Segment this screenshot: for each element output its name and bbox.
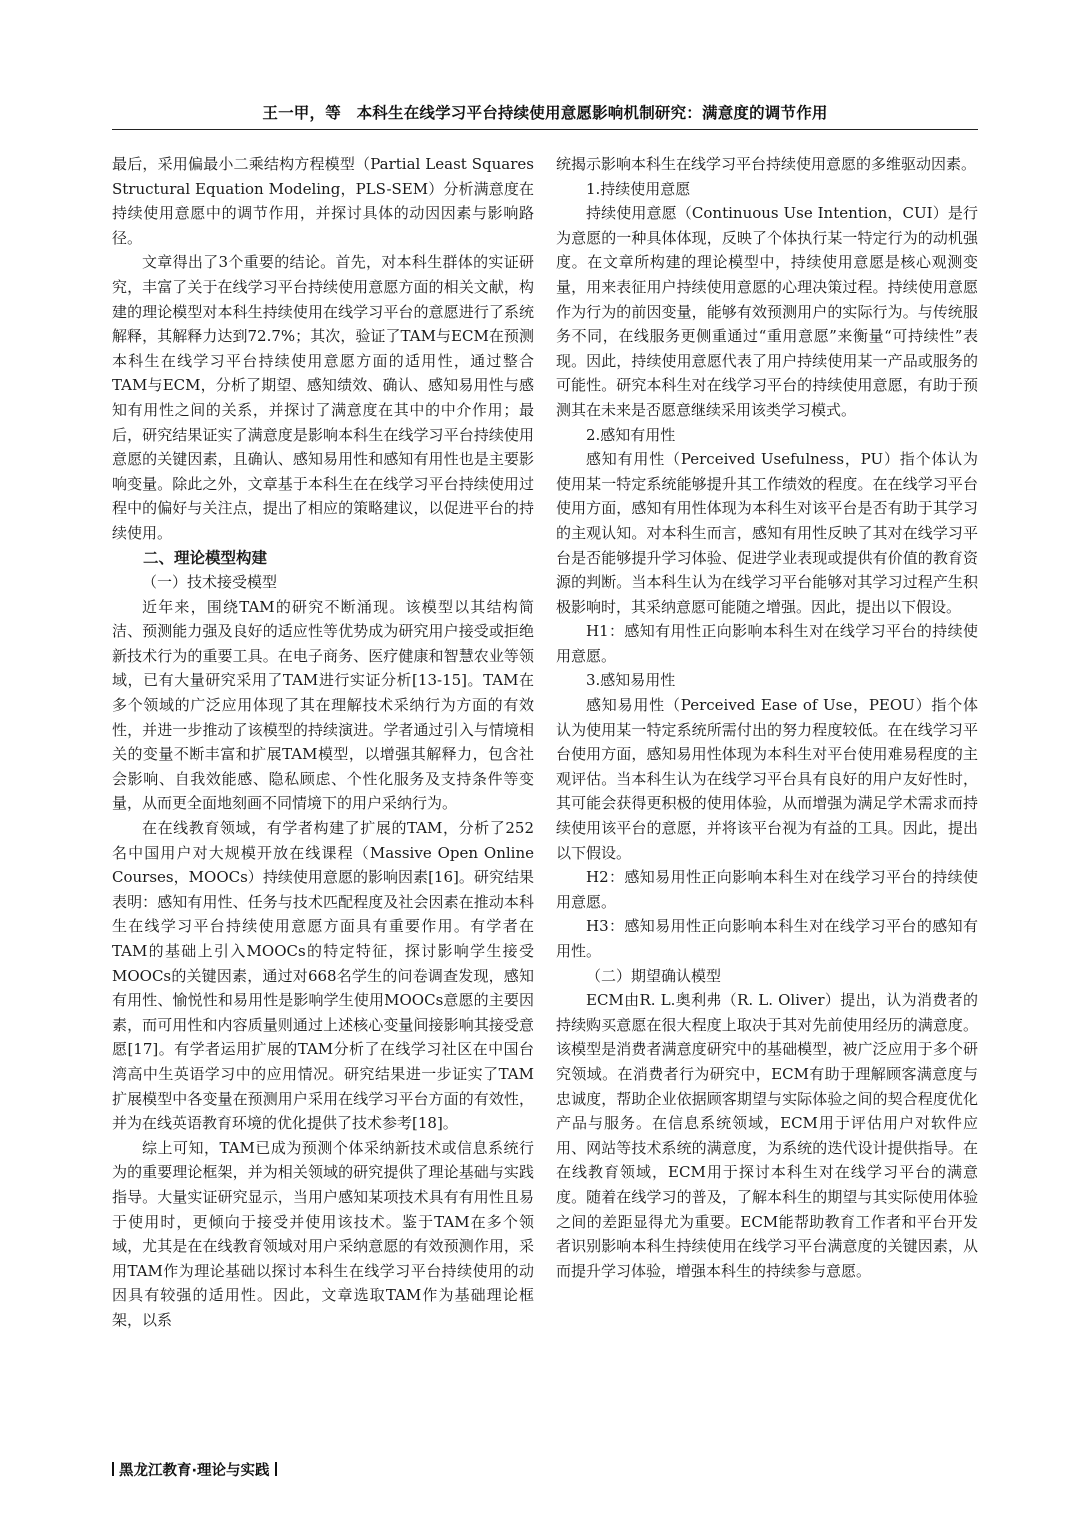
section-title: 二、理论模型构建 <box>143 548 268 567</box>
hypothesis-h2: H2：感知易用性正向影响本科生对在线学习平台的持续使用意愿。 <box>556 868 978 911</box>
left-paragraph-3: 近年来，围绕TAM的研究不断涌现。该模型以其结构简洁、预测能力强及良好的适应性等优势成为研究用户接受或拒绝新技术行为的重要工具。在电子商务、医疗健康和智慧农业等领域，已有大量研究采用了TAM进行实证分析[13-15]。TAM在多个领域的广泛应用体现了其在理解技术采纳行为方面的有效性，并进一步推动了该模型的持续演进。学者通过引入与情境相关的变量不断丰富和扩展TAM模型，以增强其解释力，包含社会影响、自我效能感、隐私顾虑、个性化服务及支持条件等变量，从而更全面地刻画不同情境下的用户采纳行为。 <box>112 597 534 813</box>
right-paragraph-4: 感知易用性（Perceived Ease of Use，PEOU）指个体认为使用某一特定系统所需付出的努力程度较低。在在线学习平台使用方面，感知易用性体现为本科生对平台使用难易程度的主观评估。当本科生认为在线学习平台具有良好的用户友好性时，其可能会获得更积极的使用体验，从而增强为满足学术需求而持续使用该平台的意愿，并将该平台视为有益的工具。因此，提出以下假设。 <box>556 696 978 862</box>
journal-name: 黑龙江教育·理论与实践 <box>119 1463 270 1479</box>
hypothesis-h1: H1：感知有用性正向影响本科生对在线学习平台的持续使用意愿。 <box>556 622 978 665</box>
right-paragraph-1: 统揭示影响本科生在线学习平台持续使用意愿的多维驱动因素。 <box>556 155 977 173</box>
right-column <box>556 152 978 1283</box>
right-paragraph-2: 持续使用意愿（Continuous Use Intention，CUI）是行为意愿的一种具体体现，反映了个体执行某一特定行为的动机强度。在文章所构建的理论模型中，持续使用意愿是核心观测变量，用来表征用户持续使用意愿的心理决策过程。持续使用意愿作为行为的前因变量，能够有效预测用户的实际行为。与传统服务不同，在线服务更侧重通过“重用意愿”来衡量“可持续性”表现。因此，持续使用意愿代表了用户持续使用某一产品或服务的可能性。研究本科生对在线学习平台的持续使用意愿，有助于预测其在未来是否愿意继续采用该类学习模式。 <box>556 204 978 419</box>
left-paragraph-2: 文章得出了3个重要的结论。首先，对本科生群体的实证研究，丰富了关于在线学习平台持续使用意愿方面的相关文献，构建的理论模型对本科生持续使用在线学习平台的意愿进行了系统解释，其解释力达到72.7%；其次，验证了TAM与ECM在预测本科生在线学习平台持续使用意愿方面的适用性，通过整合TAM与ECM，分析了期望、感知绩效、确认、感知易用性与感知有用性之间的关系，并探讨了满意度在其中的中介作用；最后，研究结果证实了满意度是影响本科生在线学习平台持续使用意愿的关键因素，且确认、感知易用性和感知有用性也是主要影响变量。除此之外，文章基于本科生在在线学习平台持续使用过程中的偏好与关注点，提出了相应的策略建议，以促进平台的持续使用。 <box>112 253 534 542</box>
hypothesis-h3: H3：感知易用性正向影响本科生对在线学习平台的感知有用性。 <box>556 917 978 960</box>
running-header: 王一甲，等 本科生在线学习平台持续使用意愿影响机制研究：满意度的调节作用 <box>262 104 828 122</box>
left-column <box>112 152 534 1333</box>
header-rule <box>112 129 978 130</box>
subsection-title-ecm: （二）期望确认模型 <box>586 966 722 985</box>
footer-bar-left <box>112 1462 114 1476</box>
right-paragraph-3: 感知有用性（Perceived Usefulness，PU）指个体认为使用某一特定系统能够提升其工作绩效的程度。在在线学习平台使用方面，感知有用性体现为本科生对该平台是否有助于其学习的主观认知。对本科生而言，感知有用性反映了其对在线学习平台是否能够提升学习体验、促进学业表现或提供有价值的教育资源的判断。当本科生认为在线学习平台能够对其学习过程产生积极影响时，其采纳意愿可能随之增强。因此，提出以下假设。 <box>556 450 978 616</box>
left-paragraph-1: 最后，采用偏最小二乘结构方程模型（Partial Least Squares Structural Equation Modeling，PLS-SEM）分析满意度在持续使用意愿中的调节作用，并探讨具体的动因因素与影响路径。 <box>112 155 534 247</box>
subsection-title-tam: （一）技术接受模型 <box>142 573 278 592</box>
left-paragraph-5: 综上可知，TAM已成为预测个体采纳新技术或信息系统行为的重要理论框架，并为相关领域的研究提供了理论基础与实践指导。大量实证研究显示，当用户感知某项技术具有有用性且易于使用时，更倾向于接受并使用该技术。鉴于TAM在多个领域，尤其是在在线教育领域对用户采纳意愿的有效预测作用，采用TAM作为理论基础以探讨本科生在线学习平台持续使用的动因具有较强的适用性。因此，文章选取TAM作为基础理论框架，以系 <box>112 1138 534 1329</box>
left-paragraph-4: 在在线教育领域，有学者构建了扩展的TAM，分析了252名中国用户对大规模开放在线课程（Massive Open Online Courses，MOOCs）持续使用意愿的影响因素[16]。研究结果表明：感知有用性、任务与技术匹配程度及社会因素在推动本科生在线学习平台持续使用意愿方面具有重要作用。有学者在TAM的基础上引入MOOCs的特定特征，探讨影响学生接受MOOCs的关键因素，通过对668名学生的问卷调查发现，感知有用性、愉悦性和易用性是影响学生使用MOOCs意愿的主要因素，而可用性和内容质量则通过上述核心变量间接影响其接受意愿[17]。有学者运用扩展的TAM分析了在线学习社区在中国台湾高中生英语学习中的应用情况。研究结果进一步证实了TAM扩展模型中各变量在预测用户采用在线学习平台方面的有效性，并为在线英语教育环境的优化提供了技术参考[18]。 <box>112 819 534 1133</box>
item-title-pu: 2.感知有用性 <box>586 425 676 444</box>
right-paragraph-5: ECM由R. L.奥利弗（R. L. Oliver）提出，认为消费者的持续购买意愿在很大程度上取决于其对先前使用经历的满意度。该模型是消费者满意度研究中的基础模型，被广泛应用于多个研究领域。在消费者行为研究中，ECM有助于理解顾客满意度与忠诚度，帮助企业依据顾客期望与实际体验之间的契合程度优化产品与服务。在信息系统领域，ECM用于评估用户对软件应用、网站等技术系统的满意度，为系统的迭代设计提供指导。在在线教育领域，ECM用于探讨本科生对在线学习平台的满意度。随着在线学习的普及，了解本科生的期望与其实际使用体验之间的差距显得尤为重要。ECM能帮助教育工作者和平台开发者识别影响本科生持续使用在线学习平台满意度的关键因素，从而提升学习体验，增强本科生的持续参与意愿。 <box>556 991 978 1280</box>
journal-footer <box>112 1460 277 1482</box>
footer-bar-right <box>275 1462 277 1476</box>
item-title-peou: 3.感知易用性 <box>586 671 676 690</box>
item-title-cui: 1.持续使用意愿 <box>586 179 691 198</box>
